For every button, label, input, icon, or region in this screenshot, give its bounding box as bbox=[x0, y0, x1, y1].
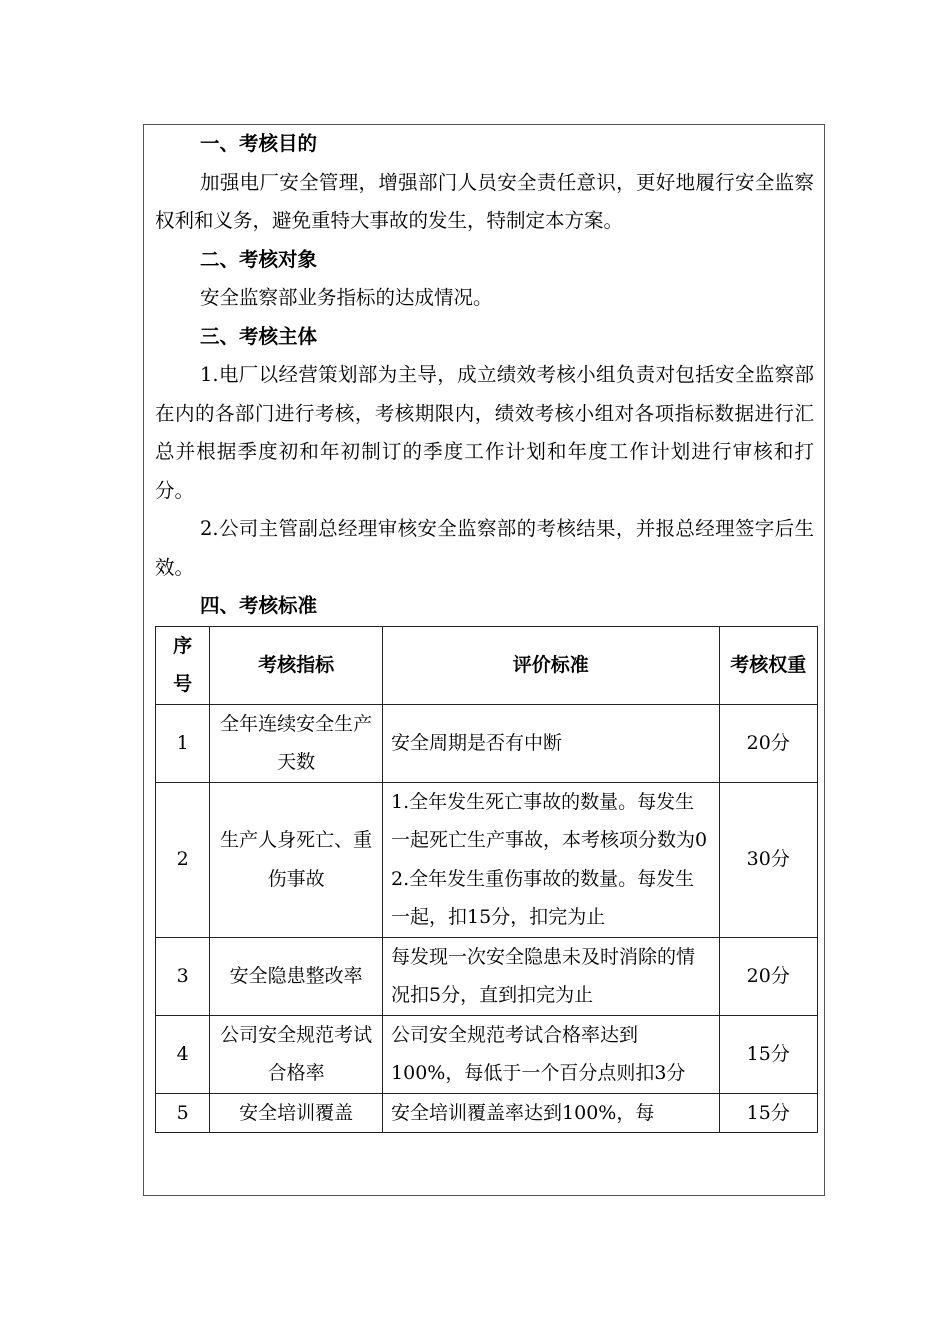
cell-weight: 30分 bbox=[719, 782, 817, 937]
document-content bbox=[144, 125, 824, 1133]
cell-indicator: 全年连续安全生产天数 bbox=[210, 704, 383, 782]
standard-line: 1.全年发生死亡事故的数量。每发生一起死亡生产事故，本考核项分数为0 bbox=[391, 790, 708, 851]
section-text-subject-1: 1.电厂以经营策划部为主导，成立绩效考核小组负责对包括安全监察部在内的各部门进行考核，考核期限内，绩效考核小组对各项指标数据进行汇总并根据季度初和年初制订的季度工作计划和年度工作计划进行审核和打分。 bbox=[155, 363, 814, 502]
standard-line: 每发现一次安全隐患未及时消除的情况扣5分，直到扣完为止 bbox=[391, 945, 696, 1006]
cell-weight: 15分 bbox=[719, 1093, 817, 1133]
cell-standard bbox=[383, 937, 720, 1015]
cell-no: 5 bbox=[156, 1093, 210, 1133]
standard-line: 安全周期是否有中断 bbox=[391, 731, 563, 754]
cell-indicator: 安全培训覆盖 bbox=[210, 1093, 383, 1133]
cell-no: 4 bbox=[156, 1015, 210, 1093]
header-standard: 评价标准 bbox=[383, 626, 720, 704]
header-no: 序号 bbox=[156, 626, 210, 704]
section-heading-purpose: 一、考核目的 bbox=[200, 132, 318, 155]
cell-weight: 20分 bbox=[719, 937, 817, 1015]
cell-no: 1 bbox=[156, 704, 210, 782]
cell-standard bbox=[383, 1093, 720, 1133]
cell-standard bbox=[383, 704, 720, 782]
cell-no: 3 bbox=[156, 937, 210, 1015]
section-heading-standard: 四、考核标准 bbox=[200, 594, 318, 617]
cell-indicator: 生产人身死亡、重伤事故 bbox=[210, 782, 383, 937]
section-heading-object: 二、考核对象 bbox=[200, 247, 318, 271]
cell-weight: 15分 bbox=[719, 1015, 817, 1093]
table-header-row bbox=[156, 626, 818, 704]
section-text-subject-2: 2.公司主管副总经理审核安全监察部的考核结果，并报总经理签字后生效。 bbox=[155, 517, 814, 579]
cell-standard bbox=[383, 1015, 720, 1093]
header-indicator: 考核指标 bbox=[210, 626, 383, 704]
cell-no: 2 bbox=[156, 782, 210, 937]
standard-line: 安全培训覆盖率达到100%，每 bbox=[391, 1101, 655, 1124]
cell-standard bbox=[383, 782, 720, 937]
standard-line: 公司安全规范考试合格率达到100%，每低于一个百分点则扣3分 bbox=[391, 1023, 686, 1084]
cell-weight: 20分 bbox=[719, 704, 817, 782]
table-row bbox=[156, 704, 818, 782]
standard-line: 2.全年发生重伤事故的数量。每发生一起，扣15分，扣完为止 bbox=[391, 867, 695, 928]
header-weight: 考核权重 bbox=[719, 626, 817, 704]
section-text-object: 安全监察部业务指标的达成情况。 bbox=[200, 286, 493, 309]
table-row bbox=[156, 782, 818, 937]
table-row bbox=[156, 1015, 818, 1093]
document-frame bbox=[143, 124, 825, 1196]
section-heading-subject: 三、考核主体 bbox=[200, 324, 318, 348]
assessment-table bbox=[155, 626, 818, 1134]
table-row bbox=[156, 1093, 818, 1133]
cell-indicator: 安全隐患整改率 bbox=[210, 937, 383, 1015]
section-text-purpose: 加强电厂安全管理，增强部门人员安全责任意识，更好地履行安全监察权利和义务，避免重特大事故的发生，特制定本方案。 bbox=[155, 170, 814, 232]
cell-indicator: 公司安全规范考试合格率 bbox=[210, 1015, 383, 1093]
table-row bbox=[156, 937, 818, 1015]
